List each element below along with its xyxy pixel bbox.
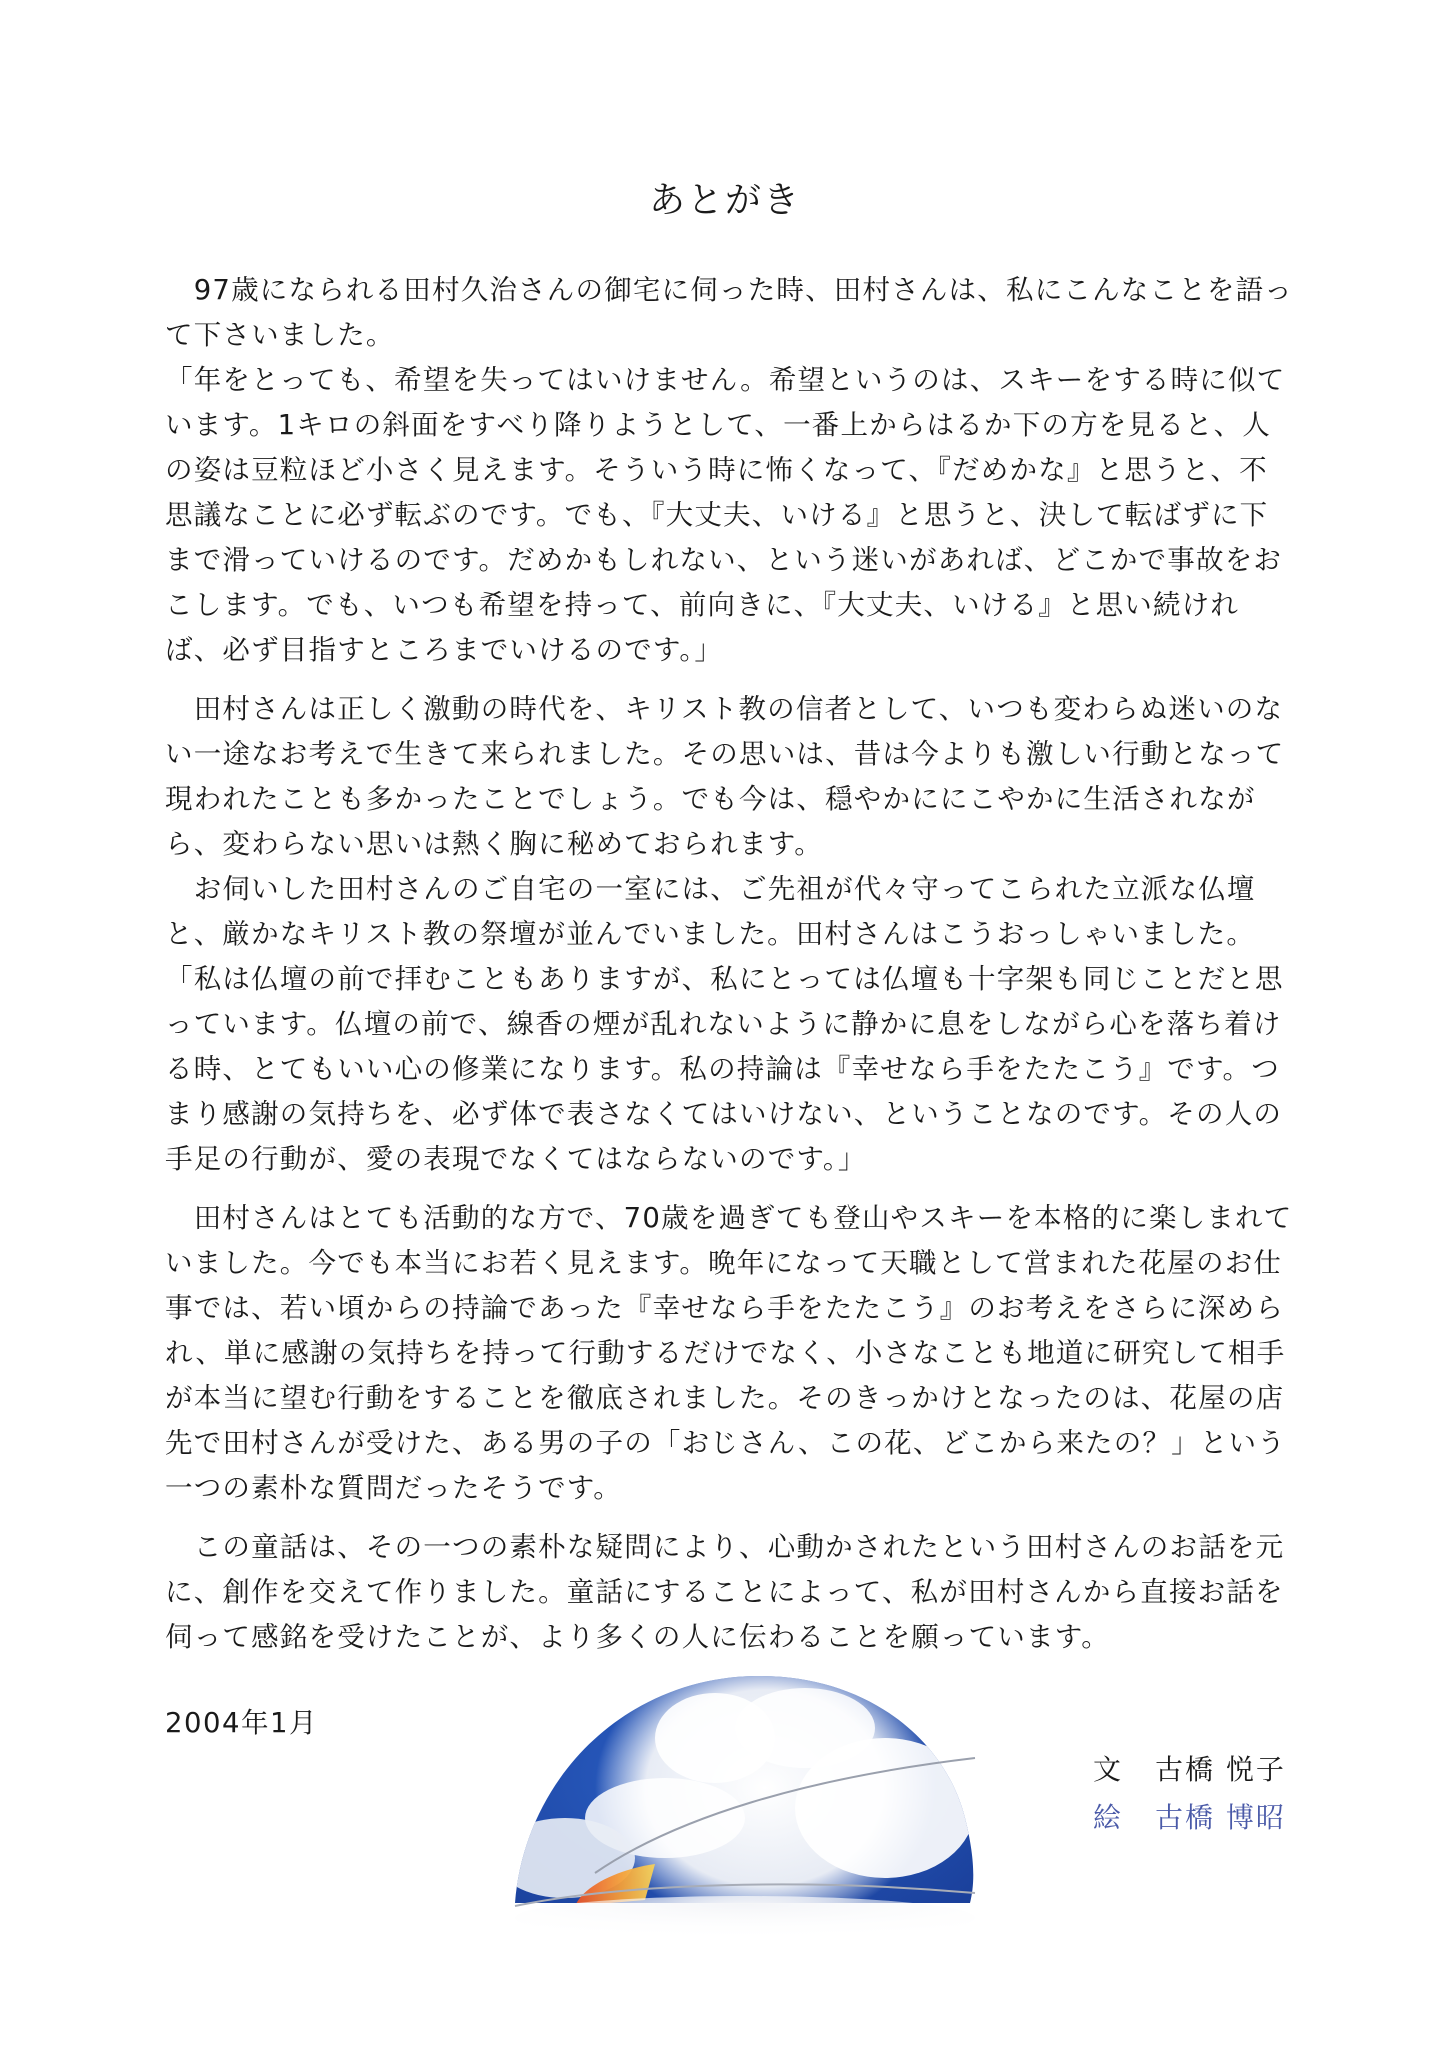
sky-cloud-illustration: [505, 1668, 985, 1938]
paragraph-2: 「年をとっても、希望を失ってはいけません。希望というのは、スキーをする時に似ています。1キロの斜面をすべり降りようとして、一番上からはるか下の方を見ると、人の姿は豆粒ほど小さく見えます。そういう時に怖くなって、『だめかな』と思うと、不思議なことに必ず転ぶのです。でも、『大丈夫、いける』と思うと、決して転ばずに下まで滑っていけるのです。だめかもしれない、という迷いがあれば、どこかで事故をおこします。でも、いつも希望を持って、前向きに、『大丈夫、いける』と思い続ければ、必ず目指すところまでいけるのです。」: [165, 364, 1286, 666]
illustrator-credit: [1093, 1794, 1286, 1842]
credits: [1093, 1746, 1286, 1842]
illustrator-role: 絵: [1093, 1801, 1124, 1834]
paragraph-6: この童話は、その一つの素朴な疑問により、心動かされたという田村さんのお話を元に、創作を交えて作りました。童話にすることによって、私が田村さんから直接お話を伺って感銘を受けたことが、より多くの人に伝わることを願っています。: [165, 1531, 1285, 1653]
paragraph-1: 97歳になられる田村久治さんの御宅に伺った時、田村さんは、私にこんなことを語って下さいました。: [165, 274, 1293, 351]
author-name: 古橋 悦子: [1155, 1753, 1286, 1786]
author-role: 文: [1093, 1753, 1124, 1786]
afterword-body: [165, 268, 1295, 1660]
date-line: 2004年1月: [165, 1707, 318, 1739]
paragraph-5: 田村さんはとても活動的な方で、70歳を過ぎても登山やスキーを本格的に楽しまれていました。今でも本当にお若く見えます。晩年になって天職として営まれた花屋のお仕事では、若い頃からの持論であった『幸せなら手をたたこう』のお考えをさらに深められ、単に感謝の気持ちを持って行動するだけでなく、小さなことも地道に研究して相手が本当に望む行動をすることを徹底されました。そのきっかけとなったのは、花屋の店先で田村さんが受けた、ある男の子の「おじさん、この花、どこから来たの？」という一つの素朴な質問だったそうです。: [165, 1202, 1293, 1504]
paragraph-4: お伺いした田村さんのご自宅の一室には、ご先祖が代々守ってこられた立派な仏壇と、厳かなキリスト教の祭壇が並んでいました。田村さんはこうおっしゃいました。「私は仏壇の前で拝むこともありますが、私にとっては仏壇も十字架も同じことだと思っています。仏壇の前で、線香の煙が乱れないように静かに息をしながら心を落ち着ける時、とてもいい心の修業になります。私の持論は『幸せなら手をたたこう』です。つまり感謝の気持ちを、必ず体で表さなくてはいけない、ということなのです。その人の手足の行動が、愛の表現でなくてはならないのです。」: [165, 873, 1284, 1175]
illustrator-name: 古橋 博昭: [1155, 1801, 1286, 1834]
author-credit: [1093, 1746, 1286, 1794]
page-title: あとがき: [648, 180, 801, 221]
paragraph-3: 田村さんは正しく激動の時代を、キリスト教の信者として、いつも変わらぬ迷いのない一途なお考えで生きて来られました。その思いは、昔は今よりも激しい行動となって現われたことも多かったことでしょう。でも今は、穏やかににこやかに生活されながら、変わらない思いは熱く胸に秘めておられます。: [165, 693, 1285, 860]
